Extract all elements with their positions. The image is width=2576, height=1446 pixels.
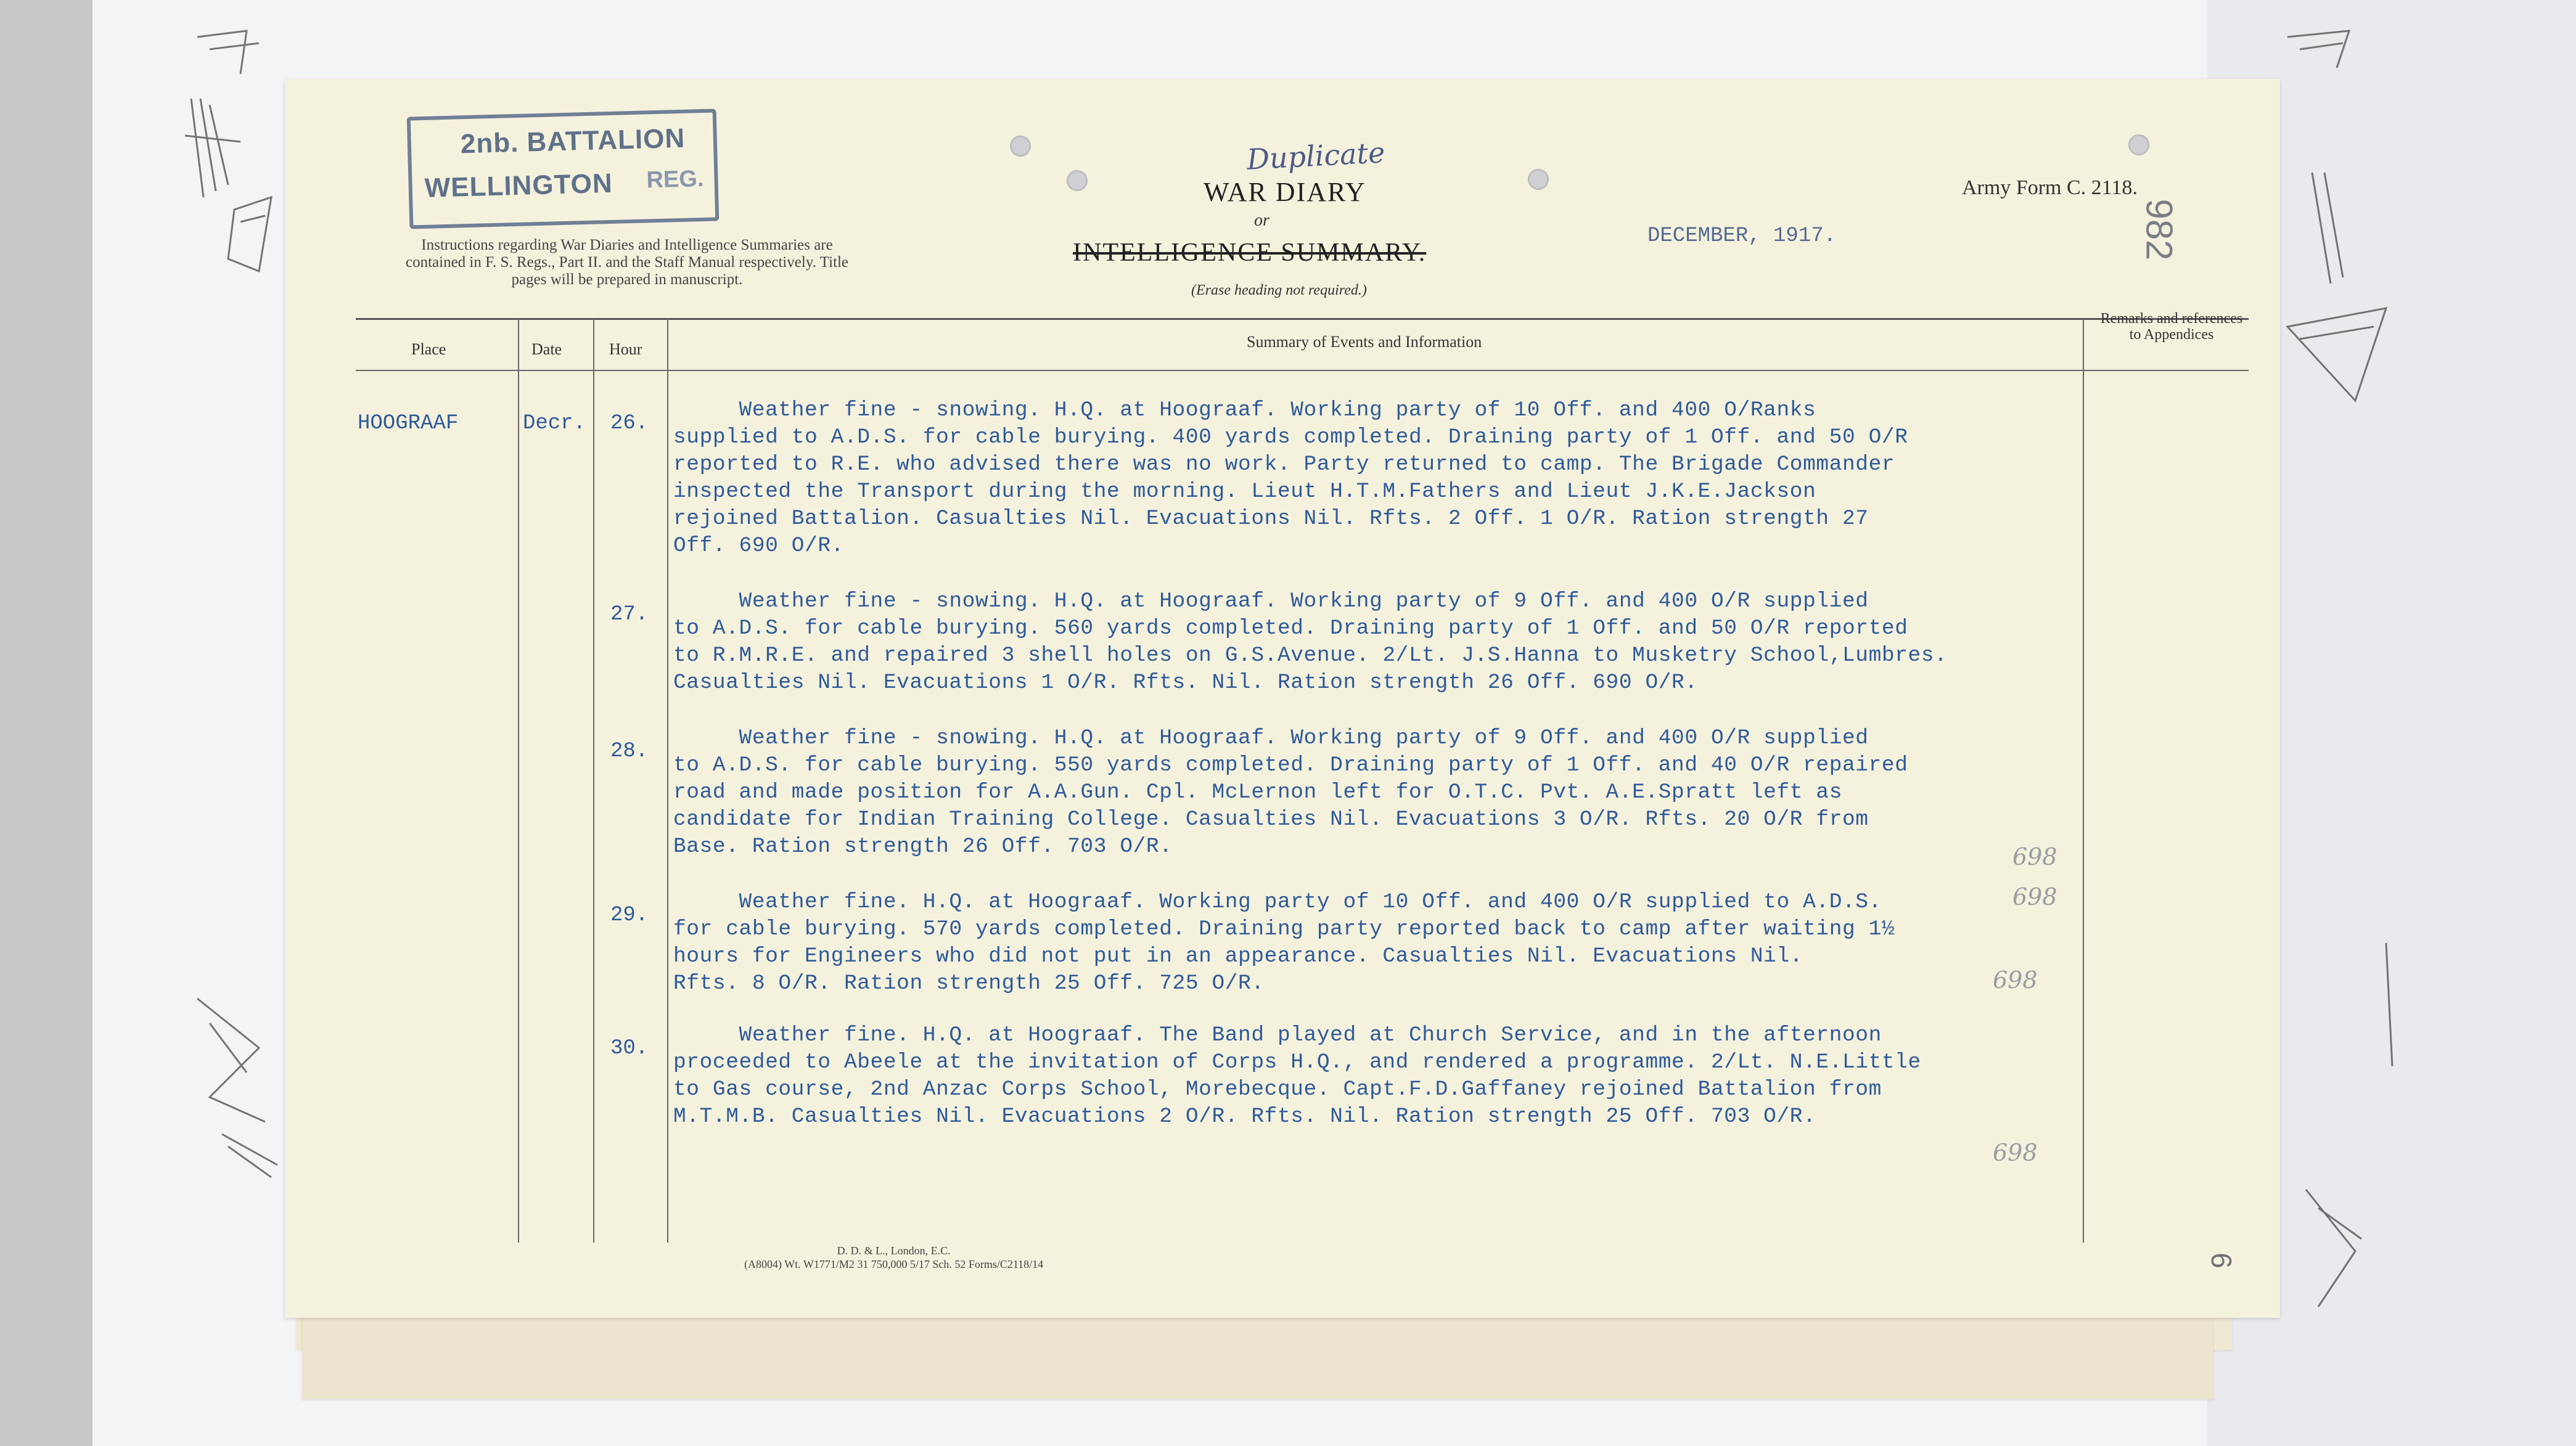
entry-line: candidate for Indian Training College. Casualties Nil. Evacuations 3 O/R. Rfts. 20 O/R from xyxy=(673,807,1869,831)
entry-line: Off. 690 O/R. xyxy=(673,534,844,558)
imprint-line: D. D. & L., London, E.C. xyxy=(837,1244,951,1257)
pencil-mark: 698 xyxy=(1993,966,2038,994)
pencil-doodle-left xyxy=(173,12,296,1183)
entry-line: to A.D.S. for cable burying. 560 yards completed. Draining party of 1 Off. and 50 O/R reported xyxy=(673,616,1908,640)
stamp-line-1: 2nb. BATTALION xyxy=(460,123,686,160)
entry-line: Casualties Nil. Evacuations 1 O/R. Rfts. Nil. Ration strength 26 Off. 690 O/R. xyxy=(673,671,1698,695)
sheet-number: 6 xyxy=(2205,1252,2238,1268)
punch-hole xyxy=(2128,134,2149,155)
entry-line: road and made position for A.A.Gun. Cpl. McLernon left for O.T.C. Pvt. A.E.Spratt left as xyxy=(673,780,1842,804)
entry-line: proceeded to Abeele at the invitation of Corps H.Q., and rendered a programme. 2/Lt. N.E.Little xyxy=(673,1050,1921,1074)
entry-line: for cable burying. 570 yards completed. Draining party reported back to camp after waiting 1½ xyxy=(673,917,1895,941)
date-cell: Decr. xyxy=(523,412,586,435)
pencil-mark: 698 xyxy=(2012,843,2057,870)
struck-heading: INTELLIGENCE SUMMARY. xyxy=(1073,239,1427,267)
entry-text xyxy=(673,889,1895,997)
punch-hole xyxy=(1010,136,1031,157)
column-divider xyxy=(518,318,519,1243)
punch-hole xyxy=(1067,170,1088,191)
pencil-mark: 698 xyxy=(2012,883,2057,910)
entry-line: Base. Ration strength 26 Off. 703 O/R. xyxy=(673,835,1173,859)
entry-line: Weather fine. H.Q. at Hoograaf. Working party of 10 Off. and 400 O/R supplied to A.D.S. xyxy=(673,890,1882,914)
stamp-line-2: WELLINGTON xyxy=(424,168,613,203)
battalion-stamp xyxy=(407,108,720,229)
entry-line: Weather fine - snowing. H.Q. at Hoograaf. Working party of 10 Off. and 400 O/Ranks xyxy=(673,398,1816,422)
entry-line: Weather fine - snowing. H.Q. at Hoograaf. Working party of 9 Off. and 400 O/R supplied xyxy=(673,589,1869,613)
army-form-number: Army Form C. 2118. xyxy=(1962,176,2138,199)
place-cell: HOOGRAAF xyxy=(358,412,459,435)
entry-line: to Gas course, 2nd Anzac Corps School, Morebecque. Capt.F.D.Gaffaney rejoined Battalion from xyxy=(673,1077,1882,1101)
entry-text xyxy=(673,397,1908,560)
column-header-place: Place xyxy=(411,340,446,358)
title-or: or xyxy=(1254,211,1270,230)
entry-line: Weather fine - snowing. H.Q. at Hoograaf. Working party of 9 Off. and 400 O/R supplied xyxy=(673,726,1869,750)
page-title: WAR DIARY xyxy=(1204,177,1366,207)
entry-line: to A.D.S. for cable burying. 550 yards completed. Draining party of 1 Off. and 40 O/R repaired xyxy=(673,753,1908,777)
column-header-remarks: Remarks and references to Appendices xyxy=(2100,311,2243,343)
imprint-line: (A8004) Wt. W1771/M2 31 750,000 5/17 Sch. 52 Forms/C2118/14 xyxy=(744,1258,1044,1270)
entry-line: Weather fine. H.Q. at Hoograaf. The Band played at Church Service, and in the afternoon xyxy=(673,1023,1882,1047)
printer-imprint xyxy=(744,1244,1043,1271)
entry-text xyxy=(673,1022,1921,1130)
entry-line: hours for Engineers who did not put in an appearance. Casualties Nil. Evacuations Nil. xyxy=(673,944,1803,968)
instructions-text: Instructions regarding War Diaries and Intelligence Summaries are contained in F. S. Regs., Part II. and the Staff Manual respectively. Title pages will be prepared in manuscript. xyxy=(405,237,849,288)
diary-month: DECEMBER, 1917. xyxy=(1647,224,1837,248)
entry-line: supplied to A.D.S. for cable burying. 400 yards completed. Draining party of 1 Off. and 50 O/R xyxy=(673,425,1908,449)
entry-line: reported to R.E. who advised there was no work. Party returned to camp. The Brigade Commander xyxy=(673,452,1895,476)
table-header-rule xyxy=(356,370,2249,371)
punch-hole xyxy=(1528,169,1549,190)
column-divider xyxy=(593,318,594,1243)
stamp-line-2-suffix: REG. xyxy=(646,166,704,194)
duplicate-annotation: Duplicate xyxy=(1245,136,1386,176)
entry-line: rejoined Battalion. Casualties Nil. Evacuations Nil. Rfts. 2 Off. 1 O/R. Ration strength 27 xyxy=(673,507,1869,531)
erase-note: (Erase heading not required.) xyxy=(1191,282,1367,298)
entry-line: Rfts. 8 O/R. Ration strength 25 Off. 725 O/R. xyxy=(673,971,1265,995)
entry-line: M.T.M.B. Casualties Nil. Evacuations 2 O/R. Rfts. Nil. Ration strength 25 Off. 703 O/R. xyxy=(673,1105,1816,1129)
entry-day: 28. xyxy=(610,740,649,763)
pencil-doodle-right xyxy=(2281,18,2429,1344)
column-header-hour: Hour xyxy=(609,340,642,358)
entry-line: inspected the Transport during the morning. Lieut H.T.M.Fathers and Lieut J.K.E.Jackson xyxy=(673,480,1816,504)
table-top-rule xyxy=(356,318,2249,320)
column-header-date: Date xyxy=(531,340,562,358)
entry-text xyxy=(673,725,1908,860)
entry-line: to R.M.R.E. and repaired 3 shell holes on G.S.Avenue. 2/Lt. J.S.Hanna to Musketry School,Lumbres. xyxy=(673,643,1948,668)
entry-day: 30. xyxy=(610,1037,649,1060)
war-diary-sheet xyxy=(285,79,2280,1318)
entry-text xyxy=(673,588,1947,696)
page-number: 982 xyxy=(2138,198,2180,261)
column-divider xyxy=(667,318,668,1243)
column-header-summary: Summary of Events and Information xyxy=(1247,333,1482,351)
entry-day: 26. xyxy=(610,412,649,435)
pencil-mark: 698 xyxy=(1993,1139,2038,1166)
entry-day: 29. xyxy=(610,904,649,927)
entry-day: 27. xyxy=(610,603,649,626)
column-divider xyxy=(2083,318,2084,1243)
